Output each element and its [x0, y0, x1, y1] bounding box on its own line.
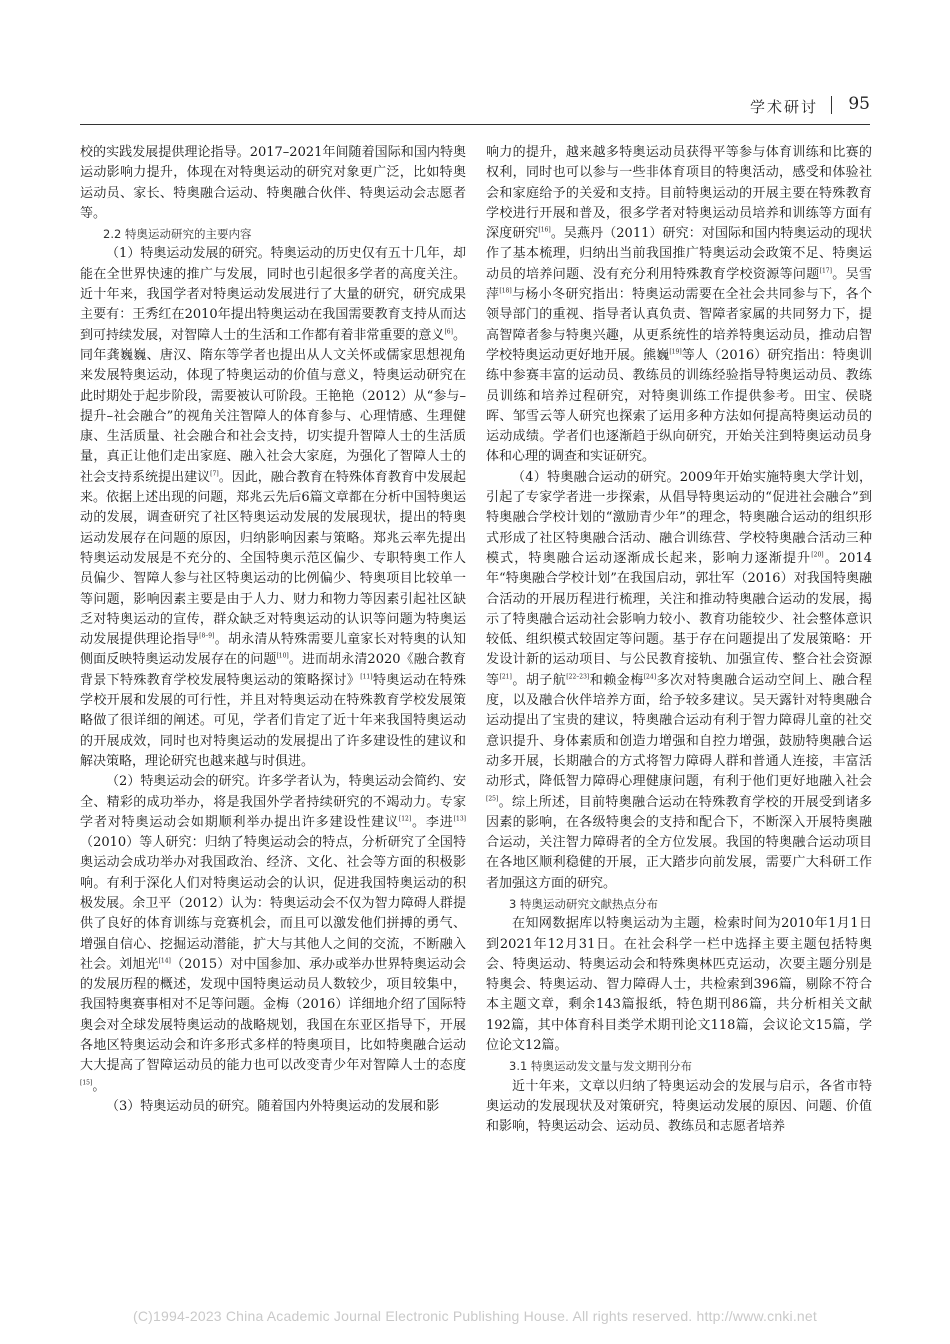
- paragraph-development-research: （1）特奥运动发展的研究。特奥运动的历史仅有五十几年，却能在全世界快速的推广与发展，同时也引起很多学者的高度关注。近十年来，我国学者对特奥运动发展进行了大量的研究，研究成果主要有：王秀红在2010年提出特奥运动在我国需要教育支持从而达到可持续发展，对智障人士的生活和工作都有着非常重要的意义[6]。同年龚巍巍、唐汉、隋东等学者也提出从人文关怀或儒家思想视角来发展特奥运动，体现了特奥运动的价值与意义，特奥运动研究在此时期处于起步阶段，需要被认可阶段。王艳艳（2012）从“参与–提升–社会融合”的视角关注智障人的体育参与、心理情感、生理健康、生活质量、社会融合和社会支持，切实提升智障人士的生活质量，真正让他们走出家庭、融入社会大家庭，为强化了智障人士的社会支持系统提出建议[7]。因此，融合教育在特殊体育教育中发展起来。依据上述出现的问题，郑兆云先后6篇文章都在分析中国特奥运动的发展，调查研究了社区特奥运动发展的发展现状，提出的特奥运动发展存在问题的原因，归纳影响因素与策略。郑兆云率先提出特奥运动发展是不充分的、全国特奥示范区偏少、专职特奥工作人员偏少、智障人参与社区特奥运动的比例偏少、特奥项目比较单一等问题，影响因素主要是由于人力、财力和物力等因素引起社区缺乏对特奥运动的宣传，群众缺乏对特奥运动的认识等问题为特奥运动发展提供理论指导[8–9]。胡永清从特殊需要儿童家长对特奥的认知侧面反映特奥运动发展存在的问题[10]。进而胡永清2020《融合教育背景下特殊教育学校发展特奥运动的策略探讨》[11]特奥运动在特殊学校开展和发展的可行性，并且对特奥运动在特殊教育学校发展策略做了很详细的阐述。可见，学者们肯定了近十年来我国特奥运动的开展成效，同时也对特奥运动的发展提出了许多建设性的建议和解决策略，理论研究也越来越与时俱进。: [80, 246, 466, 769]
- section-heading-3: 3 特奥运动研究文献热点分布: [509, 896, 658, 911]
- paragraph-literature-search: 在知网数据库以特奥运动为主题，检索时间为2010年1月1日到2021年12月31日。在社会科学一栏中选择主要主题包括特奥会、特奥运动、特奥运动会和特殊奥林匹克运动，次要主题分别是特奥会、特奥运动、智力障碍人士，共检索到396篇，剔除不符合本主题文章，剩余143篇报纸，特色期刊86篇，共分析相关文献192篇，其中体育科目类学术期刊论文118篇，会议论文15篇，学位论文12篇。: [486, 916, 872, 1054]
- paragraph-athletes-research-cont: 响力的提升，越来越多特奥运动员获得平等参与体育训练和比赛的权利，同时也可以参与一些非体育项目的特奥活动，感受和体验社会和家庭给予的关爱和支持。目前特奥运动的开展主要在特殊教育学校进行开展和普及，很多学者对特奥运动员培养和训练等方面有深度研究[16]。吴燕丹（2011）研究：对国际和国内特奥运动的现状作了基本梳理，归纳出当前我国推广特奥运动会政策不足、特奥运动员的培养问题、没有充分利用特殊教育学校资源等问题[17]。吴雪萍[18]与杨小冬研究指出：特奥运动需要在全社会共同参与下，各个领导部门的重视、指导者认真负责、智障者家属的共同努力下，提高智障者参与特奥兴趣，从更系统性的培养特奥运动员，推动启智学校特奥运动更好地开展。熊巍[19]等人（2016）研究指出：特奥训练中参赛丰富的运动员、教练员的训练经验指导特奥运动员、教练员训练和培养过程研究，对特奥训练工作提供参考。田宝、侯晓晖、邹雪云等人研究也探索了运用多种方法如何提高特奥运动员的运动成绩。学者们也逐渐趋于纵向研究，开始关注到特奥运动员身体和心理的调查和实证研究。: [486, 145, 872, 465]
- citation[interactable]: [8–9]: [199, 632, 215, 640]
- header-separator: [831, 96, 832, 114]
- citation[interactable]: [13]: [453, 815, 466, 823]
- paragraph-athletes-research-start: （3）特奥运动员的研究。随着国内外特奥运动的发展和影: [106, 1098, 440, 1114]
- citation[interactable]: [11]: [360, 673, 373, 681]
- section-title: 学术研讨: [749, 98, 818, 116]
- citation[interactable]: [7]: [210, 470, 219, 478]
- right-column: [486, 143, 872, 1138]
- copyright-footer: (C)1994-2023 China Academic Journal Electronic Publishing House. All rights reserved. http://www.cnki.net: [133, 1308, 817, 1324]
- page-number: 95: [848, 94, 870, 114]
- running-header: [80, 92, 870, 122]
- paragraph-continuation: 校的实践发展提供理论指导。2017–2021年间随着国际和国内特奥运动影响力提升，体现在对特奥运动的研究对象更广泛，比如特奥运动员、家长、特奥融合运动、特奥融合伙伴、特奥运动会志愿者等。: [80, 145, 466, 221]
- citation[interactable]: [19]: [669, 348, 682, 356]
- paragraph-publication-volume: 近十年来，文章以归纳了特奥运动会的发展与启示，各省市特奥运动的发展现状及对策研究，特奥运动发展的原因、问题、价值和影响，特奥运动会、运动员、教练员和志愿者培养: [486, 1078, 872, 1135]
- citation[interactable]: [18]: [499, 287, 512, 295]
- paragraph-games-research: （2）特奥运动会的研究。许多学者认为，特奥运动会简约、安全、精彩的成功举办，将是我国外学者持续研究的不竭动力。专家学者对特奥运动会如期顺利举办提出许多建设性建议[12]。李进[13]（2010）等人研究：归纳了特奥运动会的特点，分析研究了全国特奥运动会成功举办对我国政治、经济、文化、社会等方面的积极影响。有利于深化人们对特奥运动会的认识，促进我国特奥运动的积极发展。余卫平（2012）认为：特奥运动会不仅为智力障碍人群提供了良好的体育训练与竞赛机会，而且可以激发他们拼搏的勇气、增强自信心、挖掘运动潜能，扩大与其他人之间的交流，不断融入社会。刘旭光[14]（2015）对中国参加、承办或举办世界特奥运动会的发展历程的概述，发现中国特奥运动员人数较少，项目较集中，我国特奥赛事相对不足等问题。金梅（2016）详细地介绍了国际特奥会对全球发展特奥运动的战略规划，我国在东亚区指导下，开展各地区特奥运动会和许多形式多样的特奥项目，比如特奥融合运动大大提高了智障运动员的能力也可以改变青少年对智障人士的态度[15]。: [80, 774, 466, 1094]
- citation[interactable]: [22–23]: [566, 673, 590, 681]
- citation[interactable]: [20]: [811, 551, 824, 559]
- section-heading-3-1: 3.1 特奥运动发文量与发文期刊分布: [509, 1059, 692, 1074]
- citation[interactable]: [15]: [80, 1079, 93, 1087]
- section-heading-2-2: 2.2 特奥运动研究的主要内容: [103, 227, 252, 242]
- citation[interactable]: [14]: [158, 957, 171, 965]
- header-rule: [80, 124, 870, 125]
- citation[interactable]: [6]: [444, 328, 453, 336]
- citation[interactable]: [12]: [398, 815, 412, 823]
- citation[interactable]: [24]: [643, 673, 657, 681]
- citation[interactable]: [25]: [486, 795, 499, 803]
- citation[interactable]: [16]: [538, 226, 551, 234]
- citation[interactable]: [17]: [819, 267, 832, 275]
- citation[interactable]: [21]: [499, 673, 512, 681]
- left-column: [80, 143, 466, 1117]
- paragraph-unified-sports-research: （4）特奥融合运动的研究。2009年开始实施特奥大学计划，引起了专家学者进一步探索，从倡导特奥运动的“促进社会融合”到特奥融合学校计划的“激励青少年”的理念，特奥融合运动的组织形式形成了社区特奥融合活动、融合训练营、学校特奥融合活动三种模式，特奥融合运动逐渐成长起来，影响力逐渐提升[20]。2014年“特奥融合学校计划”在我国启动，郭壮军（2016）对我国特奥融合活动的开展历程进行梳理，关注和推动特奥融合运动的发展，揭示了特奥融合运动社会影响力较小、教育功能较少、社会整体意识较低、组织模式较固定等问题。基于存在问题提出了发展策略：开发设计新的运动项目、与公民教育接轨、加强宣传、整合社会资源等[21]。胡子航[22–23]和赖金梅[24]多次对特奥融合运动空间上、融合程度，以及融合伙伴培养方面，给予较多建议。吴天露针对特奥融合运动提出了宝贵的建议，特奥融合运动有利于智力障碍儿童的社交意识提升、身体素质和创造力增强和自控力增强，鼓励特奥融合运动多开展，长期融合的方式将智力障碍人群和普通人连接，丰富活动形式，降低智力障碍心理健康问题，有利于他们更好地融入社会[25]。综上所述，目前特奥融合运动在特殊教育学校的开展受到诸多因素的影响，在各级特奥会的支持和配合下，不断深入开展特奥融合运动，关注智力障碍者的全方位发展。我国的特奥融合运动项目在各地区顺利稳健的开展，正大踏步向前发展，需要广大科研工作者加强这方面的研究。: [486, 469, 872, 891]
- citation[interactable]: [10]: [276, 653, 289, 661]
